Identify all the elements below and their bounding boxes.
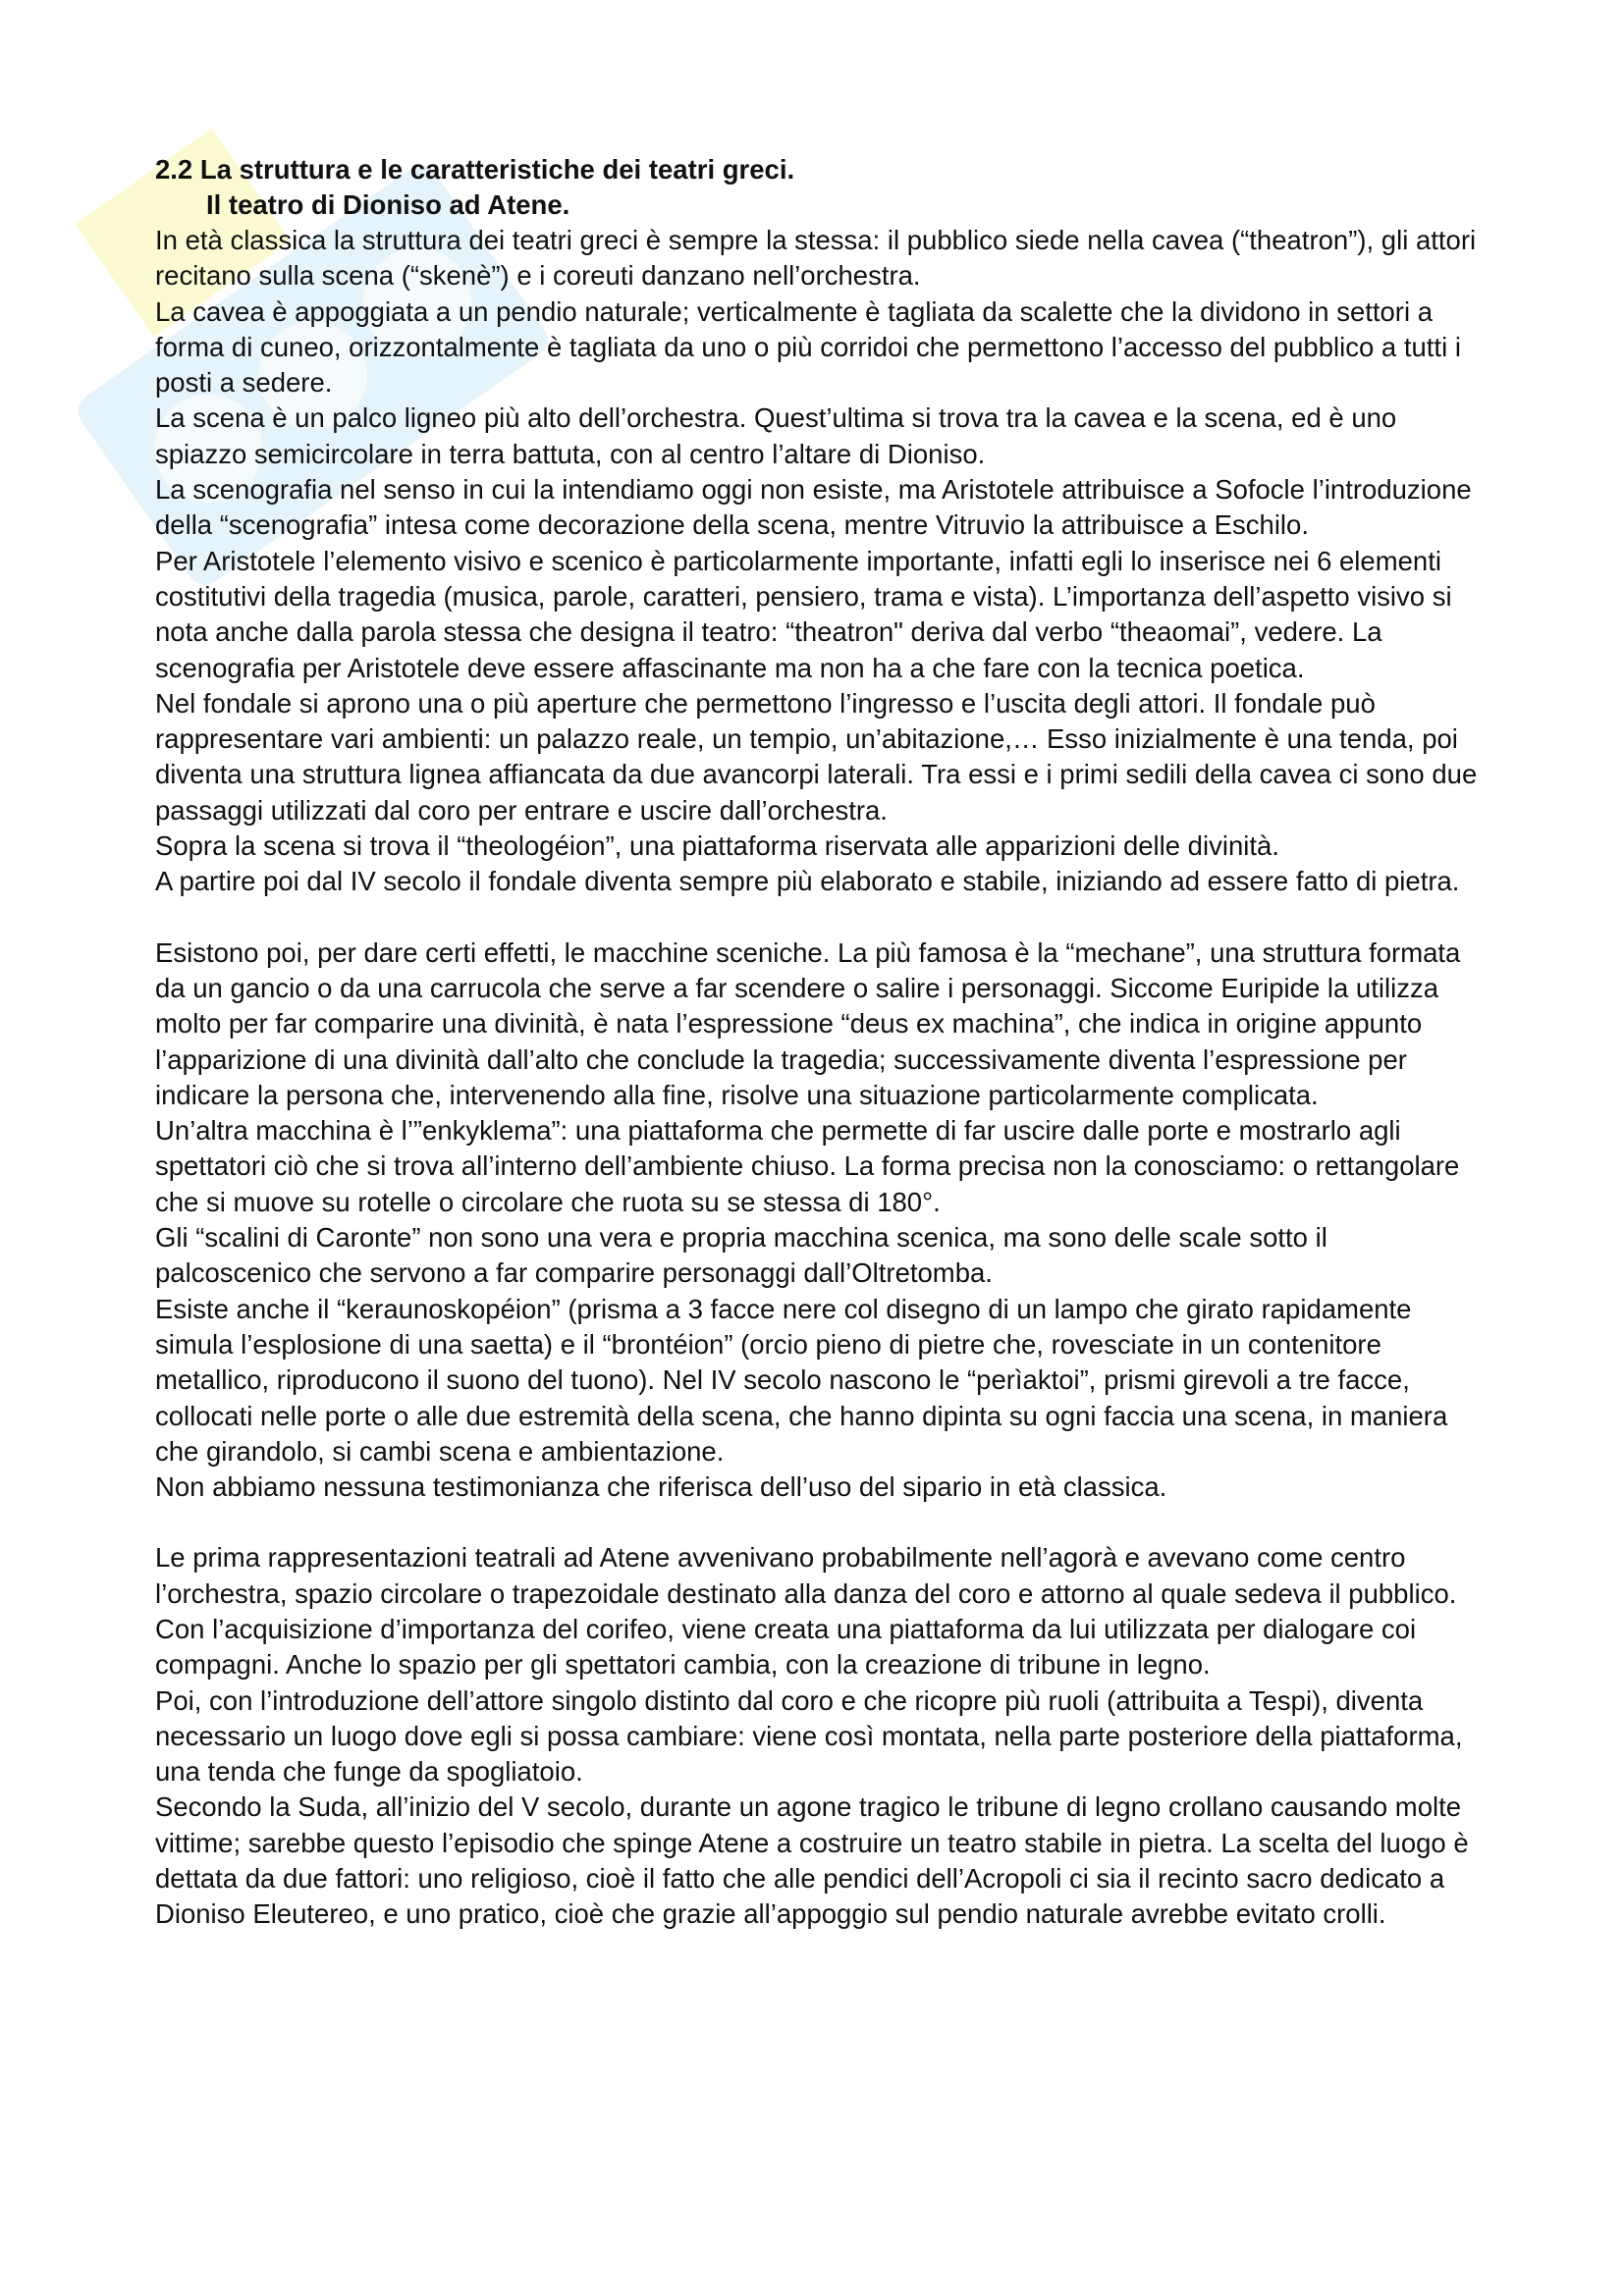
document-page [155,152,1490,1933]
paragraph: Nel fondale si aprono una o più aperture che permettono l’ingresso e l’uscita degli attori. Il fondale può rappresentare vari ambienti: un palazzo reale, un tempio, un’abitazione,… Esso inizialmente è una tenda, poi diventa una struttura lignea affiancata da due avancorpi laterali. Tra essi e i primi sedili della cavea ci sono due passaggi utilizzati dal coro per entrare e uscire dall’orchestra. [155,687,1478,826]
paragraph: La scena è un palco ligneo più alto dell’orchestra. Quest’ultima si trova tra la cavea e la scena, ed è uno spiazzo semicircolare in terra battuta, con al centro l’altare di Dioniso. [155,402,1397,469]
paragraph: Un’altra macchina è l’”enkyklema”: una piattaforma che permette di far uscire dalle porte e mostrarlo agli spettatori ciò che si trova all’interno dell’ambiente chiuso. La forma precisa non la conosciamo: o rettangolare che si muove su rotelle o circolare che ruota su se stessa di 180°. [155,1115,1460,1217]
paragraph: In età classica la struttura dei teatri greci è sempre la stessa: il pubblico siede nella cavea (“theatron”), gli attori recitano sulla scena (“skenè”) e i coreuti danzano nell’orchestra. [155,225,1477,292]
paragraph: Le prima rappresentazioni teatrali ad Atene avvenivano probabilmente nell’agorà e avevano come centro l’orchestra, spazio circolare o trapezoidale destinato alla danza del coro e attorno al quale sedeva il pubblico. Con l’acquisizione d’importanza del corifeo, viene creata una piattaforma da lui utilizzata per dialogare coi compagni. Anche lo spazio per gli spettatori cambia, con la creazione di tribune in legno. [155,1542,1457,1681]
paragraph: La scenografia nel senso in cui la intendiamo oggi non esiste, ma Aristotele attribuisce a Sofocle l’introduzione della “scenografia” intesa come decorazione della scena, mentre Vitruvio la attribuisce a Eschilo. [155,474,1472,541]
paragraph: Per Aristotele l’elemento visivo e scenico è particolarmente importante, infatti egli lo inserisce nei 6 elementi costitutivi della tragedia (musica, parole, caratteri, pensiero, trama e vista). L’importanza dell’aspetto visivo si nota anche dalla parola stessa che designa il teatro: “theatron" deriva dal verbo “theaomai”, vedere. La scenografia per Aristotele deve essere affascinante ma non ha a che fare con la tecnica poetica. [155,545,1452,683]
paragraph: Sopra la scena si trova il “theologéion”, una piattaforma riservata alle apparizioni delle divinità. [155,830,1279,862]
paragraph-gap [155,1505,1490,1540]
section-2 [155,935,1490,1506]
paragraph: Non abbiamo nessuna testimonianza che riferisca dell’uso del sipario in età classica. [155,1471,1167,1503]
paragraph: Esistono poi, per dare certi effetti, le macchine sceniche. La più famosa è la “mechane”, una struttura formata da un gancio o da una carrucola che serve a far scendere o salire i personaggi. Siccome Euripide la utilizza molto per far comparire una divinità, è nata l’espressione “deus ex machina”, che indica in origine appunto l’apparizione di una divinità dall’alto che conclude la tragedia; successivamente diventa l’espressione per indicare la persona che, intervenendo alla fine, risolve una situazione particolarmente complicata. [155,936,1461,1110]
section-1 [155,223,1490,900]
paragraph: Gli “scalini di Caronte” non sono una vera e propria macchina scenica, ma sono delle scale sotto il palcoscenico che servono a far comparire personaggi dall’Oltretomba. [155,1222,1327,1289]
section-subheading: Il teatro di Dioniso ad Atene. [206,189,570,220]
section-3 [155,1540,1490,1932]
paragraph: A partire poi dal IV secolo il fondale diventa sempre più elaborato e stabile, iniziando ad essere fatto di pietra. [155,866,1460,897]
section-heading: 2.2 La struttura e le caratteristiche dei teatri greci. [155,154,795,185]
paragraph: La cavea è appoggiata a un pendio naturale; verticalmente è tagliata da scalette che la dividono in settori a forma di cuneo, orizzontalmente è tagliata da uno o più corridoi che permettono l’accesso del pubblico a tutti i posti a sedere. [155,295,1461,399]
paragraph: Poi, con l’introduzione dell’attore singolo distinto dal coro e che ricopre più ruoli (attribuita a Tespi), diventa necessario un luogo dove egli si possa cambiare: viene così montata, nella parte posteriore della piattaforma, una tenda che funge da spogliatoio. [155,1684,1463,1788]
paragraph: Esiste anche il “keraunoskopéion” (prisma a 3 facce nere col disegno di un lampo che girato rapidamente simula l’esplosione di una saetta) e il “brontéion” (orcio pieno di pietre che, rovesciate in un contenitore metallico, riproducono il suono del tuono). Nel IV secolo nascono le “perìaktoi”, prismi girevoli a tre facce, collocati nelle porte o alle due estremità della scena, che hanno dipinta su ogni faccia una scena, in maniera che girandolo, si cambi scena e ambientazione. [155,1293,1448,1467]
paragraph: Secondo la Suda, all’inizio del V secolo, durante un agone tragico le tribune di legno crollano causando molte vittime; sarebbe questo l’episodio che spinge Atene a costruire un teatro stabile in pietra. La scelta del luogo è dettata da due fattori: uno religioso, cioè il fatto che alle pendici dell’Acropoli ci sia il recinto sacro dedicato a Dioniso Eleutereo, e uno pratico, cioè che grazie all’appoggio sul pendio naturale avrebbe evitato crolli. [155,1791,1469,1930]
paragraph-gap [155,900,1490,935]
